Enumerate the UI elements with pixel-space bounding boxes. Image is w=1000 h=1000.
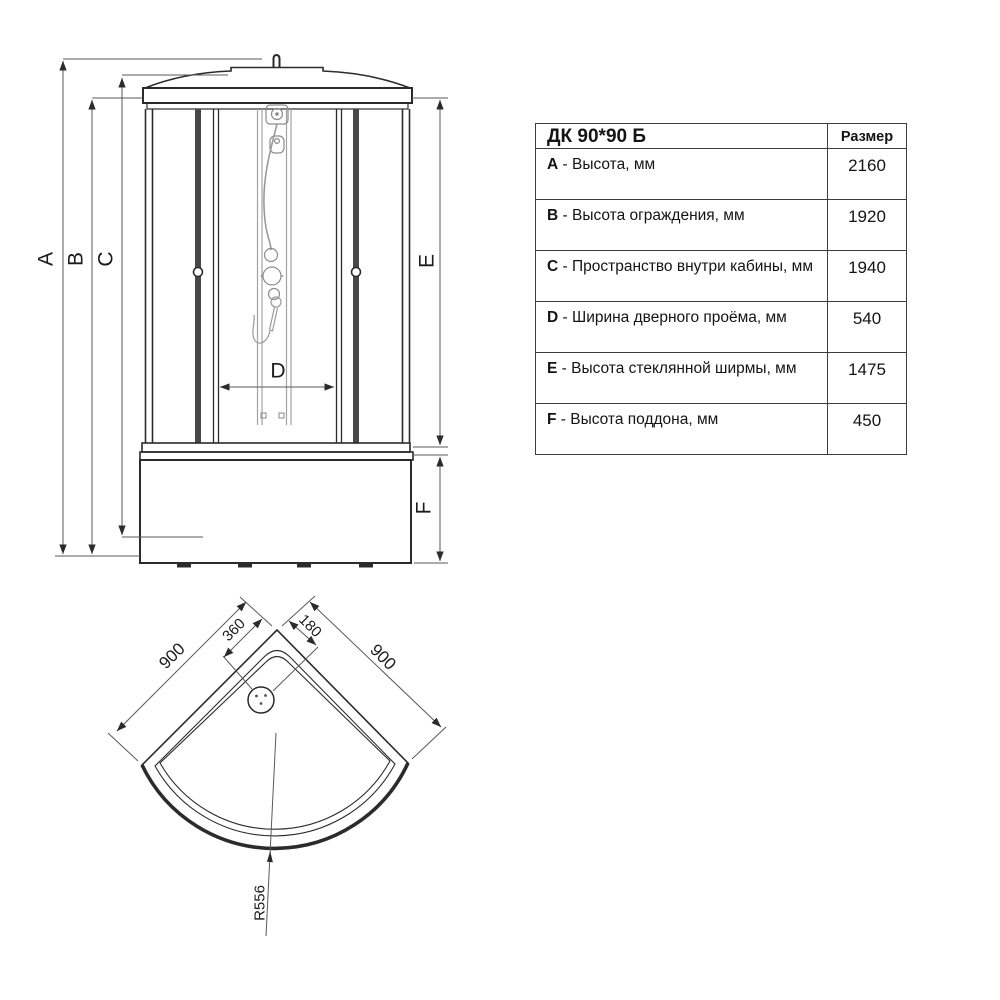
control-knob-large — [263, 267, 281, 285]
row-label: Высота, мм — [571, 156, 656, 173]
row-label: Высота ограждения, мм — [571, 207, 745, 224]
table-row: D - Ширина дверного проёма, мм 540 — [536, 302, 907, 353]
dim-label-C: C — [94, 251, 118, 267]
spec-table — [535, 123, 907, 455]
dim-label-E: E — [415, 253, 439, 269]
dome-roof — [145, 68, 410, 89]
row-value: 450 — [828, 404, 907, 455]
size-column-header: Размер — [828, 124, 907, 149]
control-knob-small — [265, 249, 278, 262]
plan-view-drawing — [142, 630, 408, 848]
tray-front — [140, 460, 411, 563]
dim-label-900-left: 900 — [155, 639, 189, 673]
row-letter: E — [547, 360, 558, 377]
roof-knob — [274, 55, 280, 68]
row-letter: C — [547, 258, 559, 275]
table-row: F - Высота поддона, мм 450 — [536, 404, 907, 455]
table-row: A - Высота, мм 2160 — [536, 149, 907, 200]
row-label: Ширина дверного проёма, мм — [571, 309, 787, 326]
plan-view-dimensions — [108, 596, 446, 936]
door-handle-left — [194, 268, 203, 277]
dim-label-900-right: 900 — [366, 640, 400, 674]
table-row: E - Высота стеклянной ширмы, мм 1475 — [536, 353, 907, 404]
dim-label-A: A — [34, 251, 58, 267]
drain — [248, 687, 274, 713]
dim-label-D: D — [270, 359, 286, 383]
table-row: B - Высота ограждения, мм 1920 — [536, 200, 907, 251]
table-row: C - Пространство внутри кабины, мм 1940 — [536, 251, 907, 302]
dim-line-900-right — [310, 602, 441, 727]
door-handle-right — [352, 268, 361, 277]
row-value: 1475 — [828, 353, 907, 404]
dim-line-900-left — [117, 602, 249, 731]
front-view-drawing — [140, 55, 413, 568]
row-letter: F — [547, 411, 557, 428]
row-letter: A — [547, 156, 559, 173]
row-letter: D — [547, 309, 559, 326]
dim-label-360: 360 — [219, 615, 249, 645]
row-label: Пространство внутри кабины, мм — [571, 258, 813, 275]
row-label: Высота стеклянной ширмы, мм — [571, 360, 797, 377]
row-value: 1920 — [828, 200, 907, 251]
spec-table-header — [536, 124, 907, 149]
row-value: 540 — [828, 302, 907, 353]
row-value: 1940 — [828, 251, 907, 302]
dim-label-F: F — [412, 501, 436, 515]
front-view-dimensions — [55, 59, 448, 563]
dim-label-B: B — [64, 251, 88, 267]
dim-label-180: 180 — [295, 611, 325, 641]
model-title: ДК 90*90 Б — [536, 124, 828, 149]
row-value: 2160 — [828, 149, 907, 200]
row-label: Высота поддона, мм — [570, 411, 719, 428]
radius-label: R556 — [251, 885, 269, 921]
row-letter: B — [547, 207, 559, 224]
